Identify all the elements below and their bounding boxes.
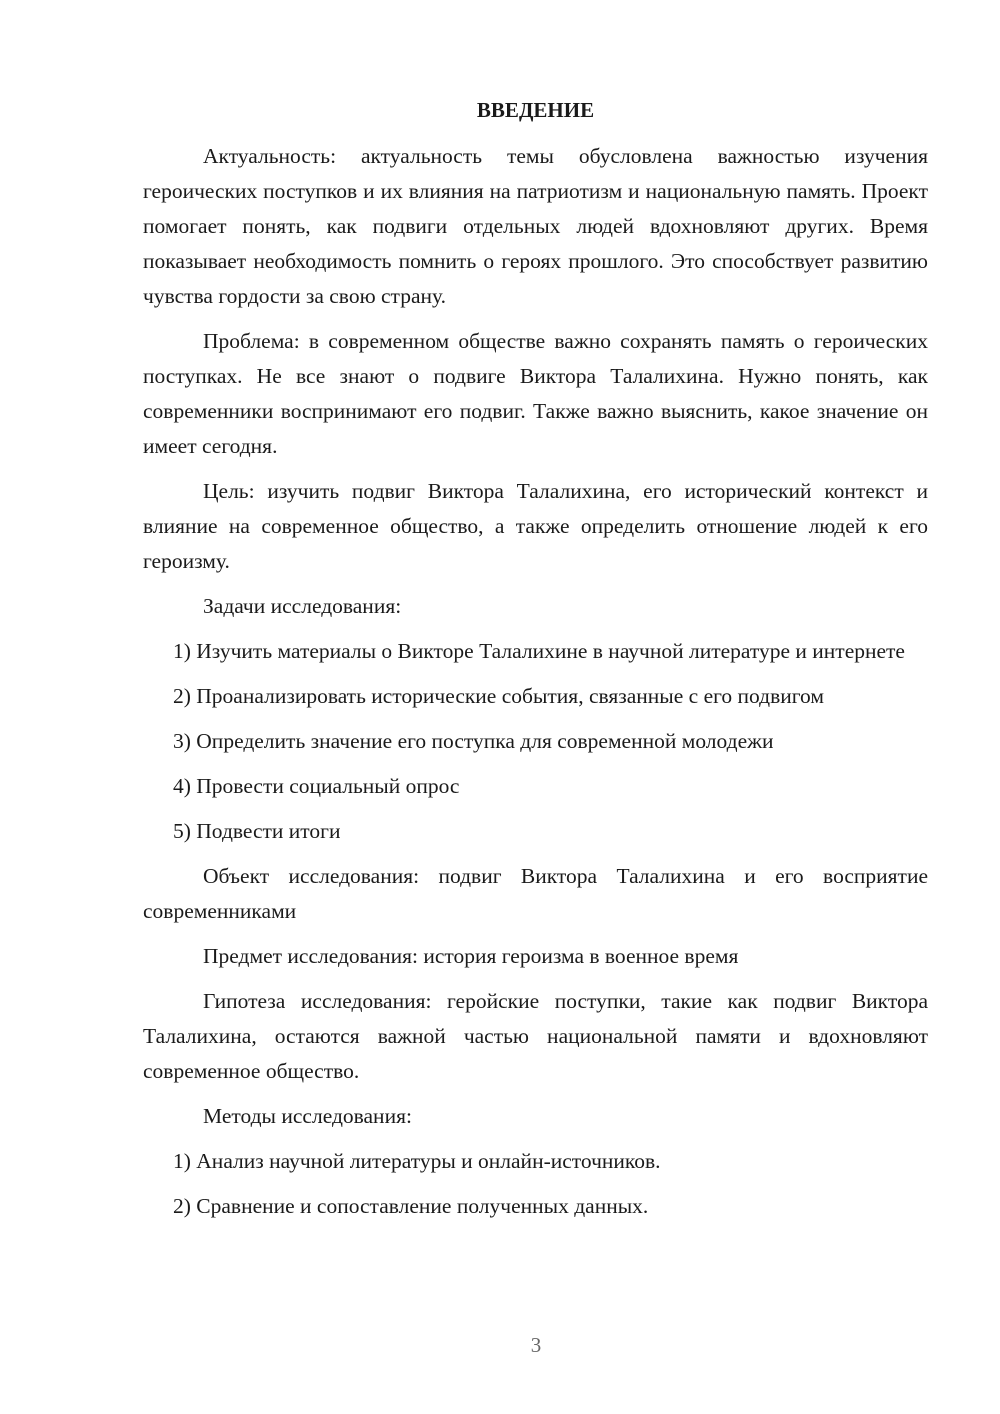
method-item: 1) Анализ научной литературы и онлайн-источников. [173,1149,661,1173]
methods-title: Методы исследования: [203,1104,412,1128]
task-item: 4) Провести социальный опрос [173,774,460,798]
page-number: 3 [530,1333,542,1357]
tasks-title: Задачи исследования: [203,594,402,618]
task-item: 5) Подвести итоги [173,819,341,843]
task-item: 1) Изучить материалы о Викторе Талалихине в научной литературе и интернете [173,639,905,663]
paragraph-goal: Цель: изучить подвиг Виктора Талалихина, его исторический контекст и влияние на современное общество, а также определить отношение людей к его героизму. [143,479,928,573]
paragraph-hypothesis: Гипотеза исследования: геройские поступки, такие как подвиг Виктора Талалихина, остаются важной частью национальной памяти и вдохновляют современное общество. [143,989,928,1083]
task-item: 3) Определить значение его поступка для современной молодежи [173,729,774,753]
section-heading: ВВЕДЕНИЕ [476,98,595,122]
paragraph-object: Объект исследования: подвиг Виктора Талалихина и его восприятие современниками [143,864,928,923]
task-item: 2) Проанализировать исторические события, связанные с его подвигом [173,684,824,708]
method-item: 2) Сравнение и сопоставление полученных данных. [173,1194,649,1218]
paragraph-subject: Предмет исследования: история героизма в военное время [203,944,739,968]
paragraph-relevance: Актуальность: актуальность темы обусловлена важностью изучения героических поступков и их влияния на патриотизм и национальную память. Проект помогает понять, как подвиги отдельных людей вдохновляют других. Время показывает необходимость помнить о героях прошлого. Это способствует развитию чувства гордости за свою страну. [143,144,928,308]
page-content [143,93,928,1234]
paragraph-problem: Проблема: в современном обществе важно сохранять память о героических поступках. Не все знают о подвиге Виктора Талалихина. Нужно понять, как современники воспринимают его подвиг. Также важно выяснить, какое значение он имеет сегодня. [143,329,928,458]
